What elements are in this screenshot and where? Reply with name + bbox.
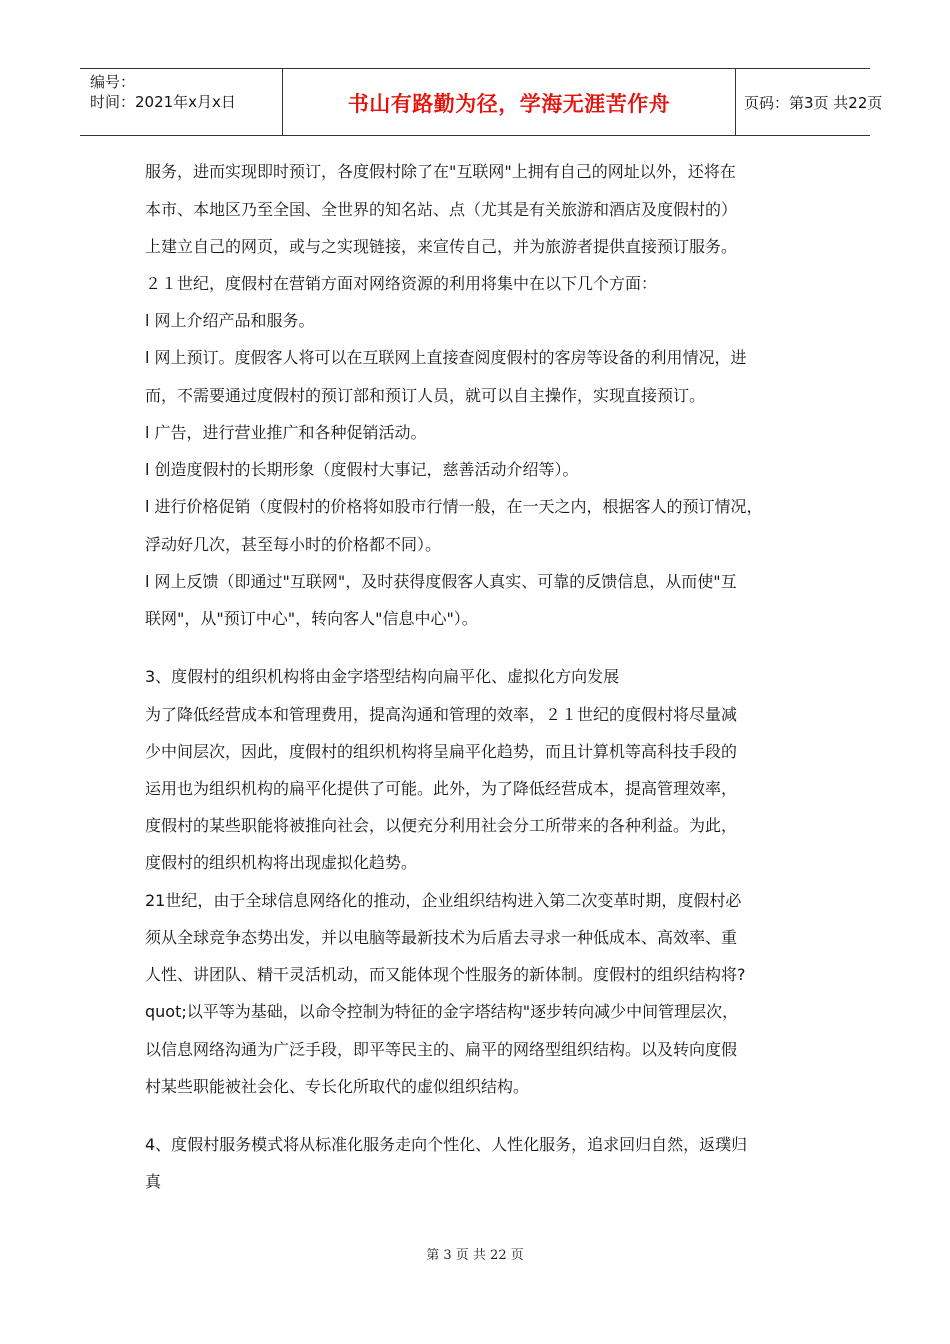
body-line: 21世纪，由于全球信息网络化的推动，企业组织结构进入第二次变革时期，度假村必 <box>145 891 742 910</box>
body-line: 联网"，从"预订中心"，转向客人"信息中心"）。 <box>145 609 478 628</box>
body-line: 人性、讲团队、精干灵活机动，而又能体现个性服务的新体制。度假村的组织结构将? <box>145 965 746 984</box>
page-footer: 第 3 页 共 22 页 <box>426 1248 524 1263</box>
list-item: l 网上反馈（即通过"互联网"，及时获得度假客人真实、可靠的反馈信息，从而使"互 <box>145 572 737 591</box>
body-line: 以信息网络沟通为广泛手段，即平等民主的、扁平的网络型组织结构。以及转向度假 <box>145 1040 738 1059</box>
body-line: 须从全球竞争态势出发，并以电脑等最新技术为后盾去寻求一种低成本、高效率、重 <box>145 928 738 947</box>
document-number-label: 编号： <box>90 73 136 91</box>
header-meta-cell <box>80 69 283 135</box>
body-line: 浮动好几次，甚至每小时的价格都不同）。 <box>145 535 442 554</box>
body-line: 度假村的组织机构将出现虚拟化趋势。 <box>145 853 418 872</box>
list-item: l 网上预订。度假客人将可以在互联网上直接查阅度假村的客房等设备的利用情况，进 <box>145 348 747 367</box>
section-heading: 4、度假村服务模式将从标准化服务走向个性化、人性化服务，追求回归自然，返璞归 <box>145 1135 748 1154</box>
body-line: 村某些职能被社会化、专长化所取代的虚似组织结构。 <box>145 1077 530 1096</box>
header-page-cell <box>736 69 883 135</box>
list-item: l 广告，进行营业推广和各种促销活动。 <box>145 423 427 442</box>
body-line: 少中间层次，因此，度假村的组织机构将呈扁平化趋势，而且计算机等高科技手段的 <box>145 742 738 761</box>
header-motto-cell <box>283 69 736 135</box>
body-line: 服务，进而实现即时预订，各度假村除了在"互联网"上拥有自己的网址以外，还将在 <box>145 162 736 181</box>
list-item: l 网上介绍产品和服务。 <box>145 311 315 330</box>
body-line: 为了降低经营成本和管理费用，提高沟通和管理的效率，２１世纪的度假村将尽量减 <box>145 705 738 724</box>
document-time-label: 时间：2021年x月x日 <box>90 93 236 111</box>
list-item: l 进行价格促销（度假村的价格将如股市行情一般，在一天之内，根据客人的预订情况， <box>145 497 763 516</box>
header-motto: 书山有路勤为径，学海无涯苦作舟 <box>347 92 671 116</box>
body-line: 度假村的某些职能将被推向社会，以便充分利用社会分工所带来的各种利益。为此， <box>145 816 738 835</box>
body-line: 运用也为组织机构的扁平化提供了可能。此外，为了降低经营成本，提高管理效率， <box>145 779 738 798</box>
body-line: ２１世纪，度假村在营销方面对网络资源的利用将集中在以下几个方面： <box>145 274 658 293</box>
header-page-info: 页码：第3页 共22页 <box>744 94 883 112</box>
list-item: l 创造度假村的长期形象（度假村大事记，慈善活动介绍等）。 <box>145 460 579 479</box>
body-line: 而，不需要通过度假村的预订部和预订人员，就可以自主操作，实现直接预订。 <box>145 386 706 405</box>
body-line: 本市、本地区乃至全国、全世界的知名站、点（尤其是有关旅游和酒店及度假村的） <box>145 200 738 219</box>
header-table <box>80 68 883 136</box>
body-line: quot;以平等为基础，以命令控制为特征的金字塔结构"逐步转向减少中间管理层次， <box>145 1002 739 1021</box>
body-line: 上建立自己的网页，或与之实现链接，来宣传自己，并为旅游者提供直接预订服务。 <box>145 237 738 256</box>
body-line: 真 <box>145 1172 162 1191</box>
section-heading: 3、度假村的组织机构将由金字塔型结构向扁平化、虚拟化方向发展 <box>145 667 620 686</box>
